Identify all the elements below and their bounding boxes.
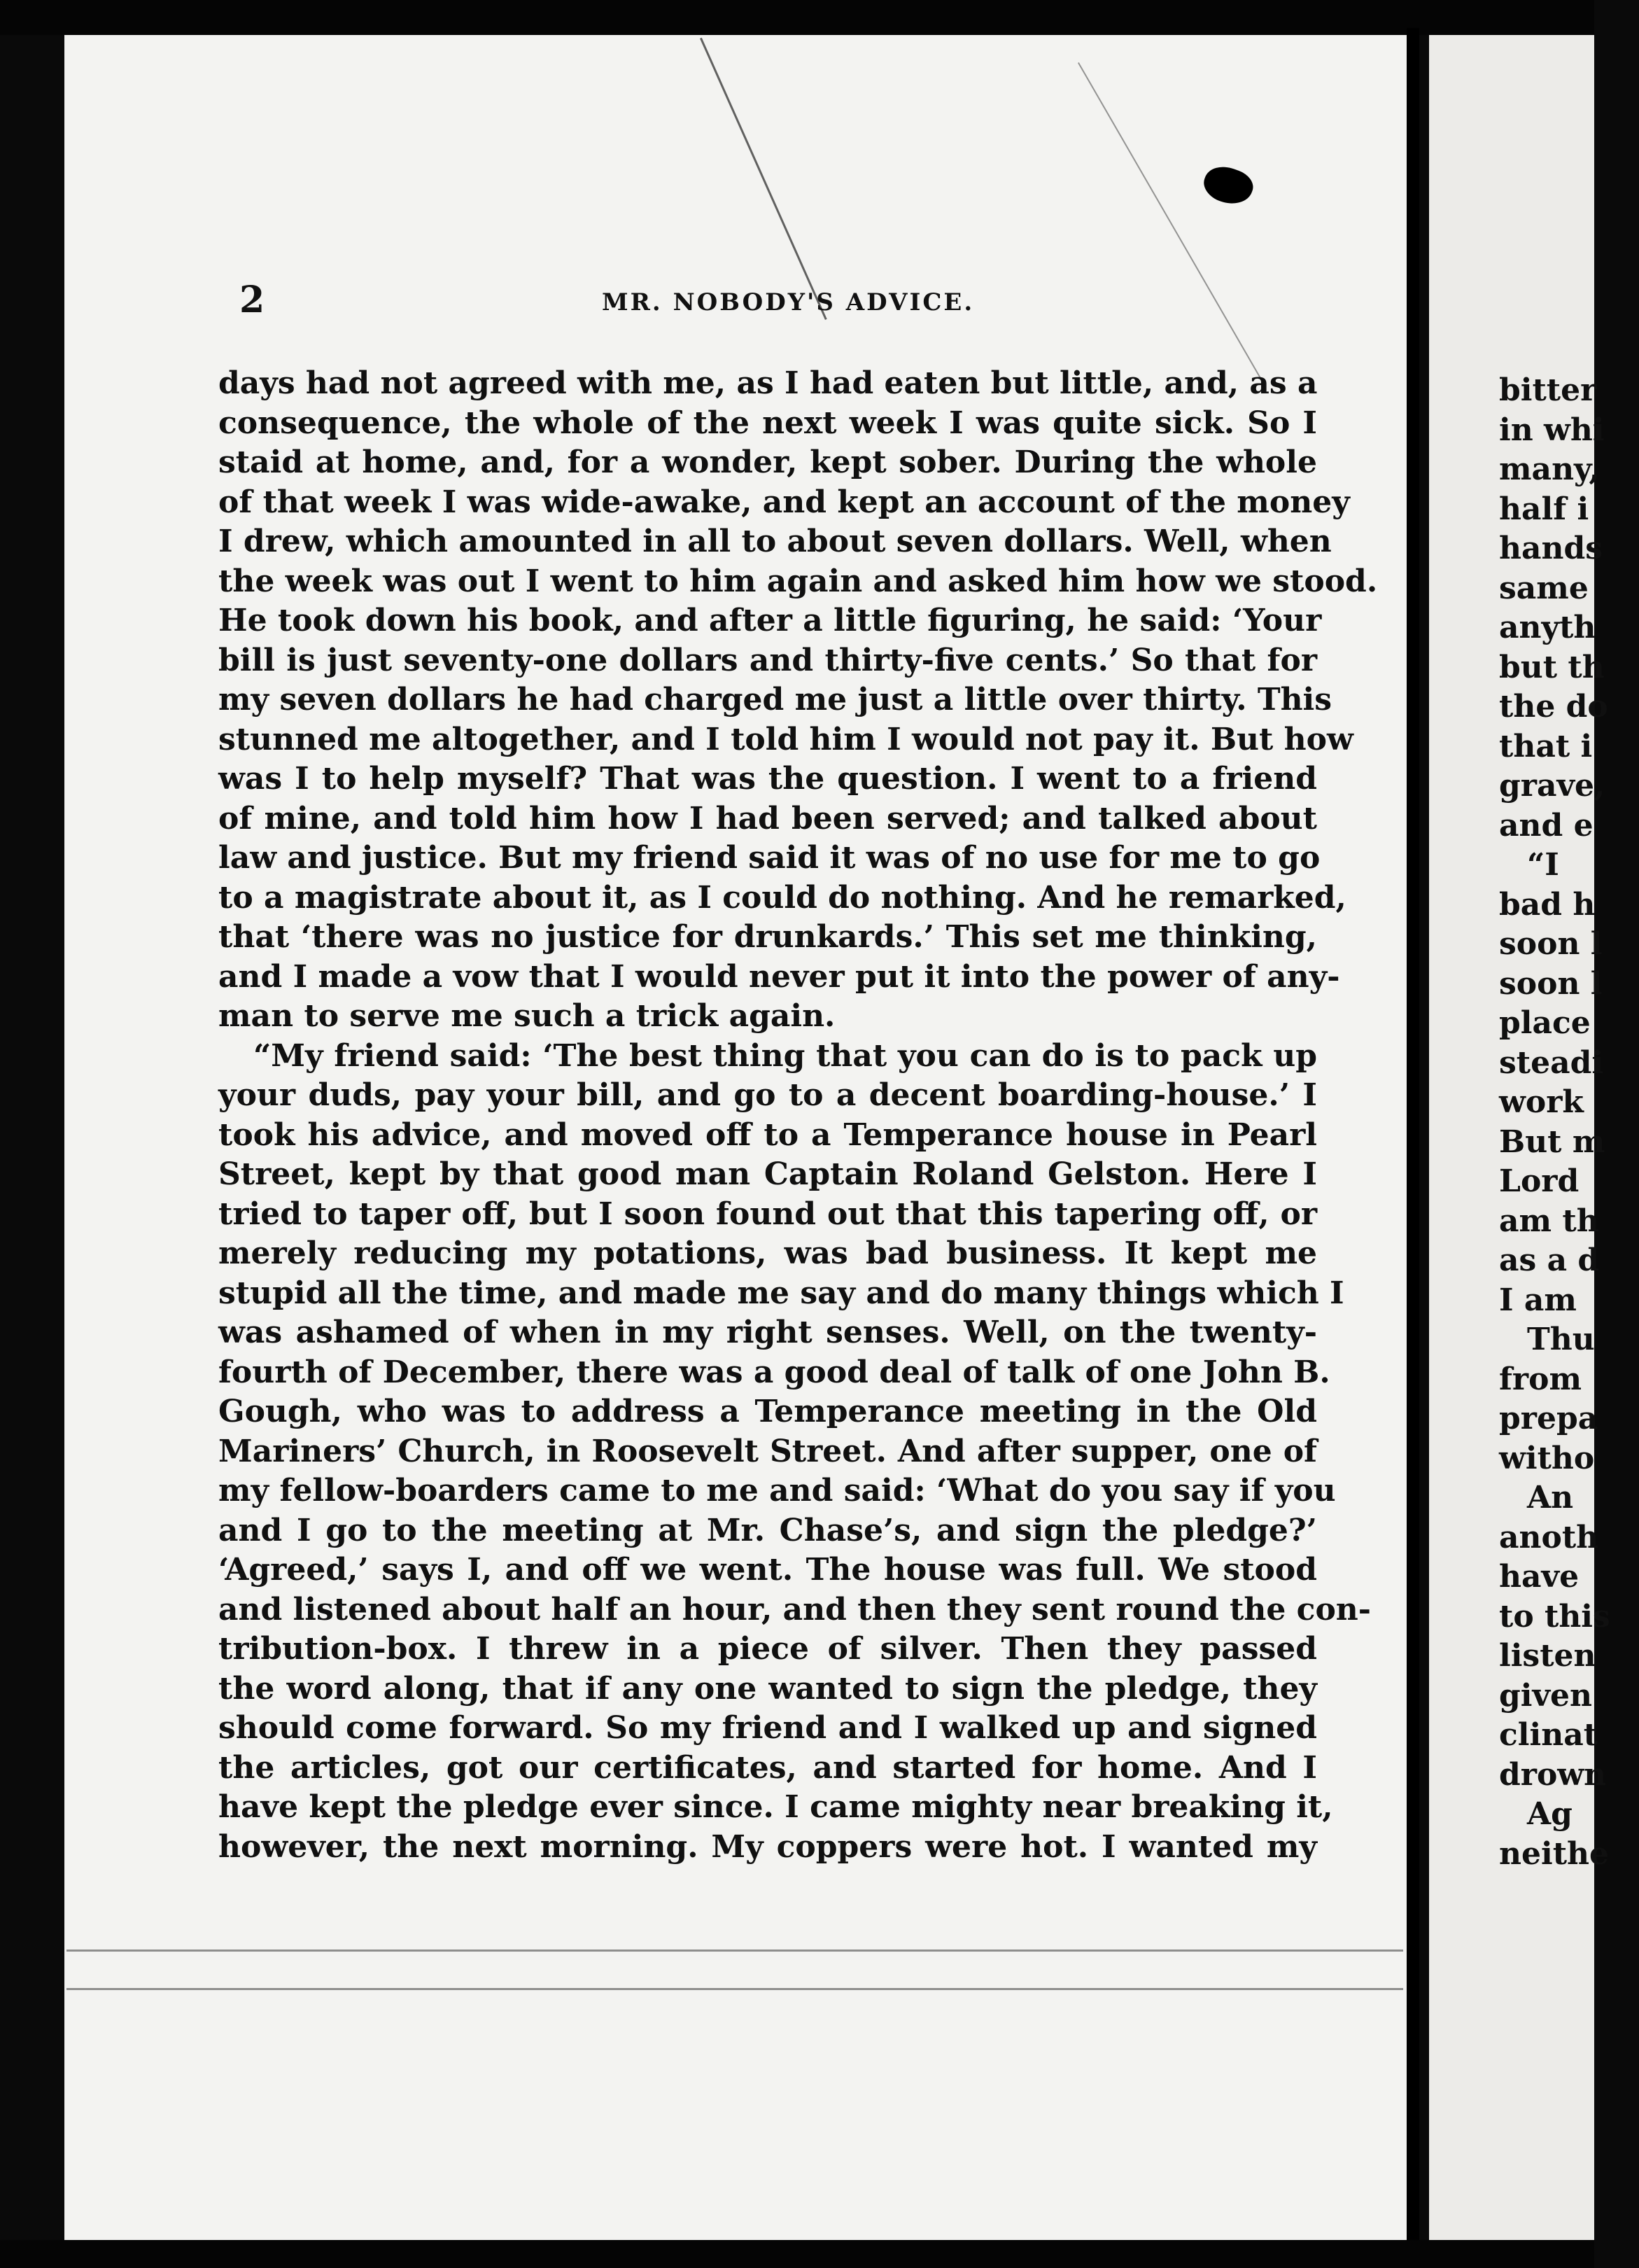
text-line: of mine, and told him how I had been served; and talked about: [218, 800, 1317, 836]
cropped-text-line: bad h: [1499, 886, 1596, 923]
scan-border-bottom: [0, 2240, 1594, 2268]
cropped-text-line: soon l: [1499, 926, 1603, 962]
cropped-text-line: soon l: [1499, 965, 1603, 1002]
text-line: I drew, which amounted in all to about seven dollars. Well, when: [218, 524, 1332, 559]
text-line: man to serve me such a trick again.: [218, 998, 836, 1034]
text-line: have kept the pledge ever since. I came mighty near breaking it,: [218, 1789, 1333, 1825]
cropped-text-line: hands: [1499, 531, 1603, 566]
book-gutter: [1407, 28, 1419, 2240]
text-line: to a magistrate about it, as I could do nothing. And he remarked,: [218, 879, 1346, 916]
cropped-text-line: clinat: [1499, 1717, 1598, 1753]
text-line: “My friend said: ‘The best thing that you can do is to pack up: [253, 1037, 1317, 1074]
text-line: should come forward. So my friend and I walked up and signed: [218, 1710, 1317, 1746]
scan-streak: [66, 1988, 1403, 1990]
cropped-text-line: Ag: [1527, 1796, 1573, 1832]
text-line: of that week I was wide-awake, and kept an account of the money: [218, 484, 1350, 520]
cropped-text-line: grave,: [1499, 768, 1605, 804]
text-line: Mariners’ Church, in Roosevelt Street. And after supper, one of: [218, 1433, 1317, 1469]
text-line: Gough, who was to address a Temperance meeting in the Old: [218, 1394, 1317, 1429]
text-line: and I made a vow that I would never put it into the power of any-: [218, 958, 1340, 995]
text-line: was ashamed of when in my right senses. Well, on the twenty-: [218, 1315, 1317, 1350]
cropped-text-line: in whi: [1499, 412, 1605, 448]
cropped-text-line: and e: [1499, 807, 1594, 844]
text-line: was I to help myself? That was the question. I went to a friend: [218, 761, 1317, 797]
text-line: He took down his book, and after a little figuring, he said: ‘Your: [218, 603, 1322, 638]
cropped-text-line: drown: [1499, 1756, 1607, 1793]
text-line: and listened about half an hour, and then they sent round the con-: [218, 1591, 1372, 1628]
text-line: merely reducing my potations, was bad business. It kept me: [218, 1236, 1317, 1271]
cropped-text-line: listen: [1499, 1638, 1596, 1674]
scan-border-top: [0, 0, 1594, 35]
cropped-text-line: have: [1499, 1559, 1580, 1595]
text-line: however, the next morning. My coppers were hot. I wanted my: [218, 1828, 1317, 1865]
text-line: stupid all the time, and made me say and do many things which I: [218, 1275, 1344, 1311]
text-line: law and justice. But my friend said it was of no use for me to go: [218, 840, 1321, 876]
cropped-text-line: to this: [1499, 1598, 1610, 1634]
right-page-fragments: [1499, 371, 1639, 1874]
cropped-text-line: work: [1499, 1084, 1584, 1120]
cropped-text-line: witho: [1499, 1440, 1595, 1476]
cropped-text-line: that i: [1499, 728, 1593, 764]
cropped-text-line: neithe: [1499, 1835, 1610, 1872]
cropped-text-line: same: [1499, 570, 1589, 606]
left-page-body: [218, 364, 1378, 1867]
cropped-text-line: but th: [1499, 649, 1605, 685]
cropped-text-line: bitter: [1499, 372, 1597, 408]
text-line: consequence, the whole of the next week I was quite sick. So I: [218, 405, 1317, 441]
text-line: that ‘there was no justice for drunkards.’ This set me thinking,: [218, 919, 1317, 955]
text-line: tribution-box. I threw in a piece of silver. Then they passed: [218, 1631, 1317, 1667]
cropped-text-line: the do: [1499, 689, 1608, 724]
text-line: tried to taper off, but I soon found out that this tapering off, or: [218, 1196, 1317, 1232]
text-line: and I go to the meeting at Mr. Chase’s, and sign the pledge?’: [218, 1512, 1317, 1548]
cropped-text-line: Lord: [1499, 1163, 1580, 1199]
cropped-text-line: But m: [1499, 1124, 1605, 1160]
running-head: MR. NOBODY'S ADVICE.: [602, 288, 975, 316]
cropped-text-line: I am: [1499, 1282, 1577, 1318]
cropped-text-line: An: [1527, 1480, 1574, 1516]
text-line: the articles, got our certificates, and started for home. And I: [218, 1749, 1317, 1786]
page-number: 2: [239, 279, 265, 321]
text-line: bill is just seventy-one dollars and thirty-five cents.’ So that for: [218, 642, 1317, 678]
text-line: your duds, pay your bill, and go to a decent boarding-house.’ I: [218, 1077, 1317, 1113]
cropped-text-line: am th: [1499, 1203, 1599, 1239]
text-line: the week was out I went to him again and asked him how we stood.: [218, 563, 1378, 599]
cropped-text-line: Thu: [1527, 1322, 1595, 1357]
cropped-text-line: anyth: [1499, 610, 1596, 645]
text-line: ‘Agreed,’ says I, and off we went. The house was full. We stood: [218, 1552, 1317, 1588]
cropped-text-line: place: [1499, 1005, 1591, 1041]
text-line: my fellow-boarders came to me and said: ‘What do you say if you: [218, 1473, 1336, 1508]
scan-streak: [66, 1949, 1403, 1952]
text-line: days had not agreed with me, as I had eaten but little, and, as a: [218, 365, 1318, 401]
cropped-text-line: many,: [1499, 451, 1600, 487]
cropped-text-line: from: [1499, 1361, 1582, 1397]
text-line: fourth of December, there was a good deal of talk of one John B.: [218, 1354, 1330, 1390]
cropped-text-line: “I: [1527, 847, 1559, 883]
text-line: took his advice, and moved off to a Temperance house in Pearl: [218, 1116, 1317, 1153]
text-line: stunned me altogether, and I told him I would not pay it. But how: [218, 721, 1353, 757]
cropped-text-line: given: [1499, 1677, 1593, 1714]
cropped-text-line: as a d: [1499, 1242, 1600, 1278]
text-line: staid at home, and, for a wonder, kept sober. During the whole: [218, 444, 1317, 480]
cropped-text-line: steadi: [1499, 1044, 1604, 1081]
text-line: my seven dollars he had charged me just a little over thirty. This: [218, 682, 1332, 718]
cropped-text-line: half i: [1499, 491, 1589, 527]
text-line: Street, kept by that good man Captain Roland Gelston. Here I: [218, 1156, 1317, 1192]
cropped-text-line: anoth: [1499, 1519, 1599, 1555]
text-line: the word along, that if any one wanted to sign the pledge, they: [218, 1670, 1317, 1707]
cropped-text-line: prepa: [1499, 1401, 1598, 1436]
